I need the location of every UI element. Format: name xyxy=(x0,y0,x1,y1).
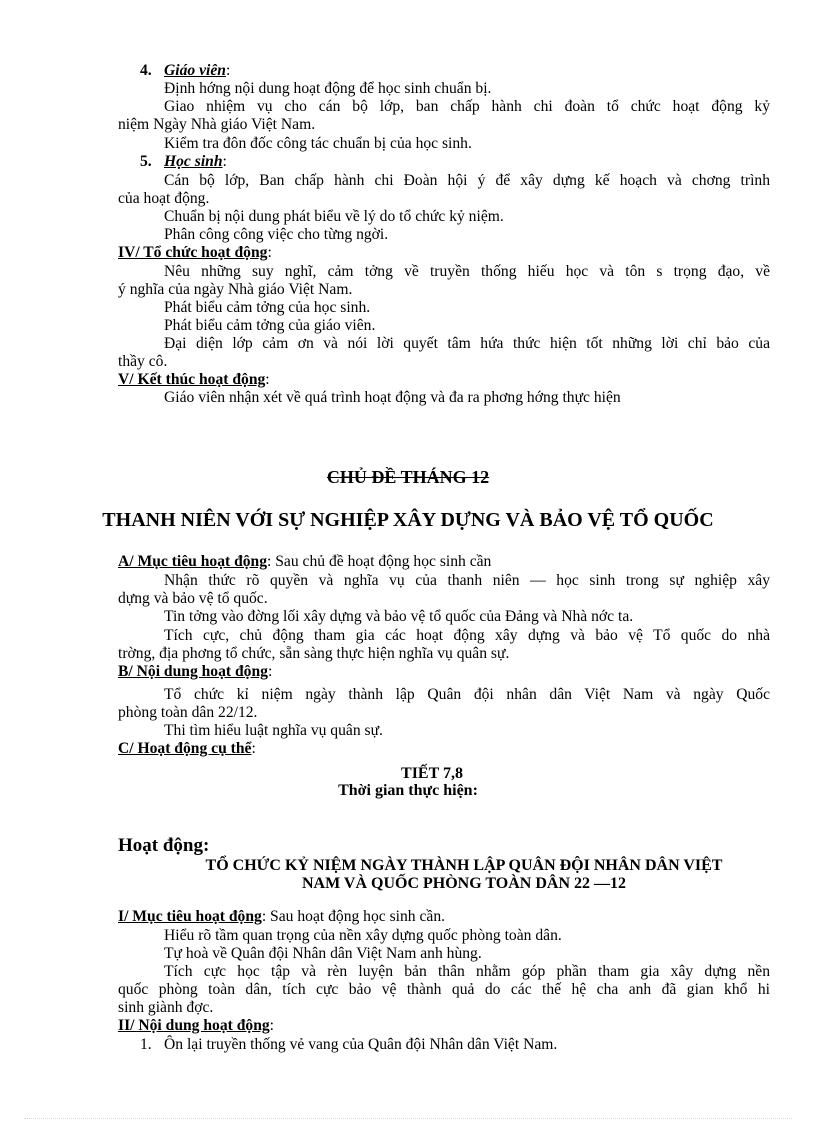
part-heading xyxy=(118,553,770,571)
part-heading-text: IV/ Tổ chức hoạt động xyxy=(118,244,268,261)
paragraph-line: quốc phòng toàn dân, tích cực bảo vệ thành quả do các thế hệ cha anh đã gian khổ hi xyxy=(118,981,770,998)
paragraph-line: Phân công công việc cho từng ngời. xyxy=(164,226,389,243)
part-heading xyxy=(118,908,770,926)
page-bottom-divider xyxy=(24,1118,792,1119)
list-item-number: 1. xyxy=(140,1036,152,1053)
paragraph-line: Định hớng nội dung hoạt động để học sinh chuẩn bị. xyxy=(164,80,492,97)
part-heading xyxy=(118,1017,770,1035)
part-heading-text: B/ Nội dung hoạt động xyxy=(118,663,268,680)
theme-month: CHỦ ĐỀ THÁNG 12 xyxy=(326,467,490,487)
paragraph-line: Tích cực, chủ động tham gia các hoạt động xây dựng và bảo vệ Tổ quốc do nhà xyxy=(164,627,770,644)
section-number: 4. xyxy=(140,62,152,79)
part-heading xyxy=(118,244,770,262)
part-heading xyxy=(118,371,770,389)
paragraph-line: Kiểm tra đôn đốc công tác chuẩn bị của học sinh. xyxy=(164,135,472,152)
paragraph-line: Giao nhiệm vụ cho cán bộ lớp, ban chấp hành chi đoàn tổ chức hoạt động kỷ xyxy=(164,98,770,115)
paragraph-line: sinh giành đợc. xyxy=(118,999,214,1016)
paragraph-line: Phát biểu cảm tởng của học sinh. xyxy=(164,299,371,316)
activity-label: Hoạt động: xyxy=(118,835,210,856)
paragraph-line: ý nghĩa của ngày Nhà giáo Việt Nam. xyxy=(118,281,353,298)
part-heading xyxy=(118,740,770,758)
section-heading xyxy=(164,62,816,80)
heading-colon: : xyxy=(267,663,273,680)
paragraph-line: Giáo viên nhận xét về quá trình hoạt động và đa ra phơng hớng thực hiện xyxy=(164,389,621,406)
paragraph-line: Đại diện lớp cảm ơn và nói lời quyết tâm hứa thức hiện tốt những lời chỉ bảo của xyxy=(164,335,770,352)
section-heading-text: Giáo viên xyxy=(164,62,226,79)
section-heading-text: Học sinh xyxy=(164,153,223,170)
section-number: 5. xyxy=(140,153,152,170)
paragraph-line: thầy cô. xyxy=(118,353,168,370)
paragraph-line: dựng và bảo vệ tổ quốc. xyxy=(118,590,268,607)
activity-title-line2: NAM VÀ QUỐC PHÒNG TOÀN DÂN 22 —12 xyxy=(301,875,626,892)
heading-colon: : xyxy=(267,244,272,261)
part-heading-text: V/ Kết thúc hoạt động xyxy=(118,371,266,388)
heading-colon: : xyxy=(265,371,270,388)
paragraph-line: Thi tìm hiểu luật nghĩa vụ quân sự. xyxy=(164,722,383,739)
paragraph-line: Tin tởng vào đờng lối xây dựng và bảo vệ tổ quốc của Đảng và Nhà nớc ta. xyxy=(164,608,634,625)
part-heading-text: C/ Hoạt động cụ thể xyxy=(118,740,252,757)
paragraph-line: phòng toàn dân 22/12. xyxy=(118,704,258,721)
paragraph-line: của hoạt động. xyxy=(118,190,210,207)
paragraph-line: Tổ chức kỉ niệm ngày thành lập Quân đội nhân dân Việt Nam và ngày Quốc xyxy=(164,686,770,703)
lesson-time-label: Thời gian thực hiện: xyxy=(338,782,478,799)
part-heading-text: I/ Mục tiêu hoạt động xyxy=(118,908,262,925)
part-heading xyxy=(118,663,770,681)
paragraph-line: Cán bộ lớp, Ban chấp hành chi Đoàn hội ý để xây dựng kế hoạch và chơng trình xyxy=(164,172,770,189)
list-item-text: Ôn lại truyền thống vẻ vang của Quân đội Nhân dân Việt Nam. xyxy=(164,1036,558,1053)
section-heading xyxy=(164,153,816,171)
part-heading-text: II/ Nội dung hoạt động xyxy=(118,1017,270,1034)
activity-title-line1: TỔ CHỨC KỶ NIỆM NGÀY THÀNH LẬP QUÂN ĐỘI NHÂN DÂN VIỆT xyxy=(205,857,723,874)
paragraph-line: trờng, địa phơng tổ chức, sẵn sàng thực hiện nghĩa vụ quân sự. xyxy=(118,645,510,662)
paragraph-line: Nhận thức rõ quyền và nghĩa vụ của thanh niên — học sinh trong sự nghiệp xây xyxy=(164,572,770,589)
paragraph-line: Tích cực học tập và rèn luyện bản thân nhằm góp phần tham gia xây dựng nền xyxy=(164,963,770,980)
theme-title: THANH NIÊN VỚI SỰ NGHIỆP XÂY DỰNG VÀ BẢO VỆ TỔ QUỐC xyxy=(102,509,714,531)
part-intro: : Sau hoạt động học sinh cần. xyxy=(261,908,446,925)
heading-colon: : xyxy=(225,62,231,79)
paragraph-line: Phát biểu cảm tởng của giáo viên. xyxy=(164,317,376,334)
heading-colon: : xyxy=(269,1017,275,1034)
heading-colon: : xyxy=(251,740,256,757)
paragraph-line: Hiểu rõ tầm quan trọng của nền xây dựng quốc phòng toàn dân. xyxy=(164,927,562,944)
paragraph-line: niệm Ngày Nhà giáo Việt Nam. xyxy=(118,116,316,133)
paragraph-line: Chuẩn bị nội dung phát biểu về lý do tổ chức kỷ niệm. xyxy=(164,208,504,225)
lesson-period: TIẾT 7,8 xyxy=(401,765,463,782)
part-intro: : Sau chủ đề hoạt động học sinh cần xyxy=(267,553,492,570)
paragraph-line: Nêu những suy nghĩ, cảm tởng về truyền thống hiếu học và tôn s trọng đạo, về xyxy=(164,263,770,280)
paragraph-line: Tự hoà về Quân đội Nhân dân Việt Nam anh hùng. xyxy=(164,945,482,962)
heading-colon: : xyxy=(222,153,227,170)
part-heading-text: A/ Mục tiêu hoạt động xyxy=(118,553,268,570)
